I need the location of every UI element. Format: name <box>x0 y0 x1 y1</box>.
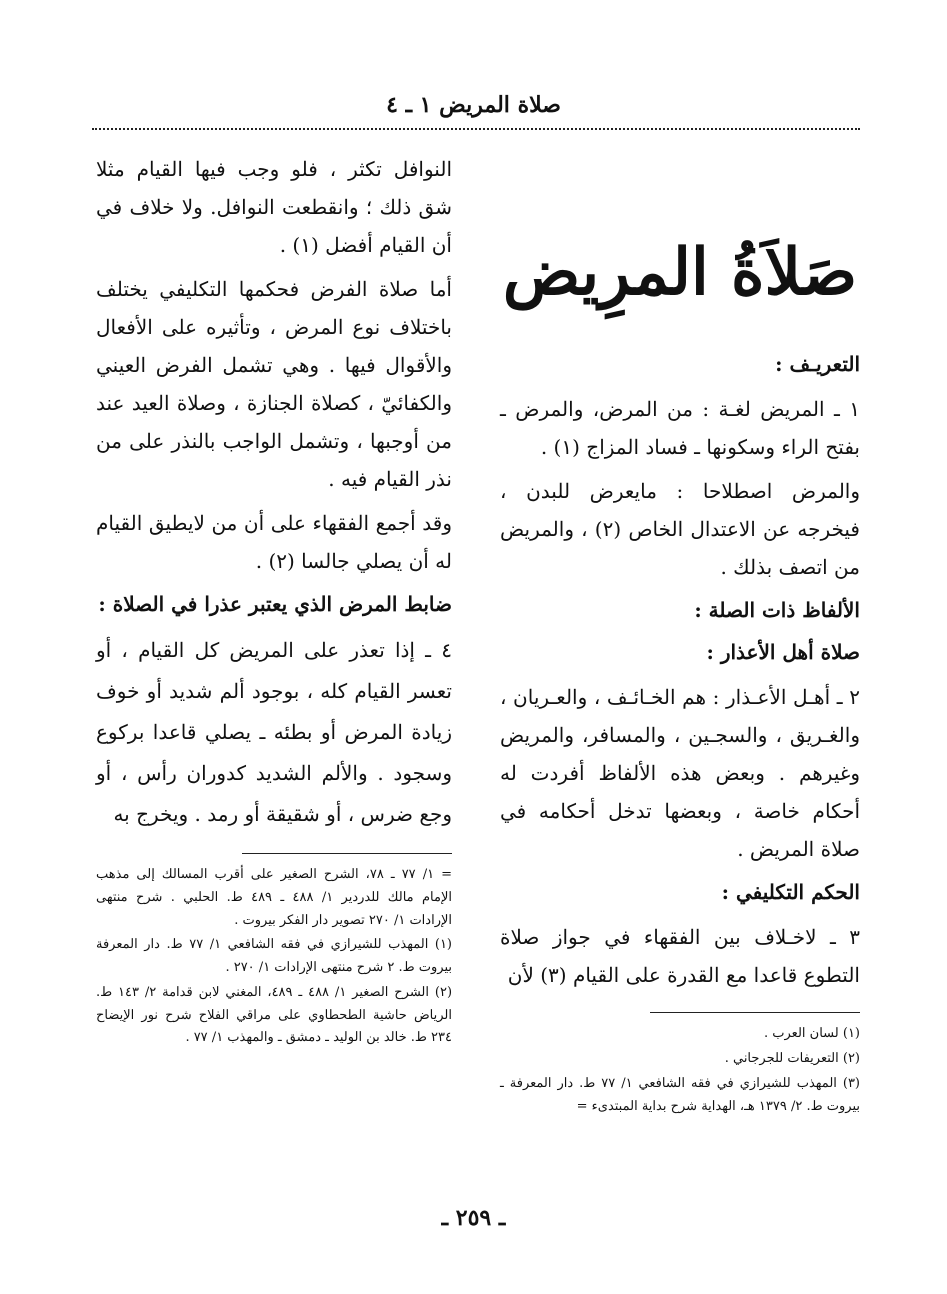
legal-ruling-heading: الحكم التكليفي : <box>721 880 860 905</box>
paragraph-3: ٢ ـ أهـل الأعـذار : هم الخـائـف ، والعـريان ، والغـريق ، والسجـين ، والمسافر، والمريض وغيرهم . وبعض هذه الألفاظ أفردت له أحكام خاصة ، وبعضها تدخل أحكامه في صلاة المريض . <box>500 685 860 862</box>
related-terms-heading: الألفاظ ذات الصلة : <box>694 598 860 623</box>
left-column <box>96 150 452 1052</box>
paragraph-1: ١ ـ المريض لغـة : من المرض، والمرض ـ بفتح الراء وسكونها ـ فساد المزاج (١) . <box>500 397 860 460</box>
paragraph-5: النوافل تكثر ، فلو وجب فيها القيام مثلا شق ذلك ؛ وانقطعت النوافل. ولا خلاف في أن القيام أفضل (١) . <box>96 157 452 257</box>
footnote: (١) المهذب للشيرازي في فقه الشافعي ١/ ٧٧ ط. دار المعرفة بيروت ط. ٢ شرح منتهى الإرادات ١/ ٢٧٠ . <box>96 937 452 975</box>
paragraph-4: ٣ ـ لاخـلاف بين الفقهاء في جواز صلاة التطوع قاعدا مع القدرة على القيام (٣) لأن <box>500 925 860 988</box>
chapter-title: صَلاَةُ المرِيض <box>502 235 858 310</box>
right-column <box>500 140 860 1120</box>
footnote: (٢) الشرح الصغير ١/ ٤٨٨ ـ ٤٨٩، المغني لابن قدامة ٢/ ١٤٣ ط. الرياض حاشية الطحطاوي على مراقي الفلاح شرح نور الإيضاح ٢٣٤ ط. خالد بن الوليد ـ دمشق ـ والمهذب ١/ ٧٧ . <box>96 984 453 1046</box>
paragraph-2: والمرض اصطلاحا : مايعرض للبدن ، فيخرجه عن الاعتدال الخاص (٢) ، والمريض من اتصف بذلك . <box>500 479 860 580</box>
definition-heading: التعريـف : <box>775 352 860 377</box>
paragraph-7: وقد أجمع الفقهاء على أن من لايطيق القيام له أن يصلي جالسا (٢) . <box>96 511 452 573</box>
footnote-rule <box>650 1012 860 1013</box>
page-number: ـ ٢٥٩ ـ <box>441 1205 506 1231</box>
criterion-heading: ضابط المرض الذي يعتبر عذرا في الصلاة : <box>98 592 452 616</box>
footnote: (٣) المهذب للشيرازي في فقه الشافعي ١/ ٧٧ ط. دار المعرفة ـ بيروت ط. ٢/ ١٣٧٩ هـ، الهداية شرح بداية المبتدىء = <box>500 1075 860 1114</box>
excuse-prayer-heading: صلاة أهل الأعذار : <box>706 640 860 665</box>
paragraph-8: ٤ ـ إذا تعذر على المريض كل القيام ، أو تعسر القيام كله ، بوجود ألم شديد أو خوف زيادة المرض أو بطئه ـ يصلي قاعدا بركوع وسجود . والألم الشديد كدوران رأس ، أو وجع ضرس ، أو شقيقة أو رمد . ويخرج به <box>96 638 452 826</box>
footnote-rule <box>242 853 452 854</box>
footnote: (١) لسان العرب . <box>764 1026 860 1042</box>
footnote: = ١/ ٧٧ ـ ٧٨، الشرح الصغير على أقرب المسالك إلى مذهب الإمام مالك للدردير ١/ ٤٨٨ ـ ٤٨٩ ط. الحلبي . شرح منتهى الإرادات ١/ ٢٧٠ تصوير دار الفكر بيروت . <box>96 867 452 928</box>
header-dotted-rule <box>92 128 860 130</box>
running-title: صلاة المريض ١ ـ ٤ <box>386 92 561 118</box>
footnote: (٢) التعريفات للجرجاني . <box>724 1051 860 1067</box>
paragraph-6: أما صلاة الفرض فحكمها التكليفي يختلف باختلاف نوع المرض ، وتأثيره على الأفعال والأقوال فيها . وهي تشمل الفرض العيني والكفائيّ ، كصلاة الجنازة ، وصلاة العيد عند من أوجبها ، وتشمل الواجب بالنذر على من نذر القيام فيه . <box>96 277 452 491</box>
